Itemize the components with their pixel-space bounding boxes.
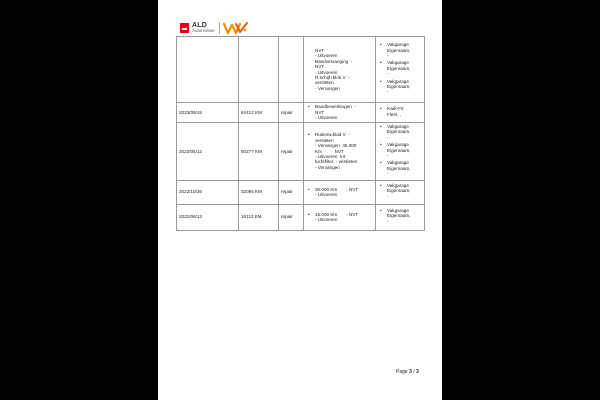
document-page: [158, 0, 442, 400]
garage-line: • Vakgarage: [387, 208, 409, 214]
garage-line: Fleet, ,: [387, 111, 402, 117]
work-cell: [304, 37, 376, 103]
garage-line: • Vakgarage: [387, 183, 409, 189]
garage-line: • Vakgarage: [387, 42, 409, 48]
garage-line: -: [387, 52, 389, 58]
garage-line: • Vakgarage: [387, 124, 409, 129]
work-line: • 30.000 Km - NVT: [315, 186, 359, 192]
work-line: - Uitvoeren: [315, 53, 338, 59]
type-cell: [279, 37, 304, 103]
page-number: [396, 369, 419, 375]
garage-item: [378, 60, 422, 76]
table-row: [177, 37, 425, 103]
work-cell: [304, 180, 376, 204]
ald-logo-mark: [180, 23, 189, 33]
garage-item: [378, 79, 422, 95]
maintenance-history-table: [176, 36, 425, 231]
mileage-cell: 16113 KM: [239, 204, 279, 230]
brand-subtitle: Automotive: [192, 28, 215, 34]
garage-line: -: [387, 89, 389, 95]
work-line: - Uitvoeren: [315, 69, 338, 75]
date-cell: 2023/05/12: [177, 123, 239, 181]
garage-line: Eigenraam,: [387, 165, 411, 171]
work-line: - Vervangen 45.000: [315, 143, 357, 149]
garage-list: [378, 208, 422, 224]
garage-item: [378, 106, 422, 117]
garage-line: • Vakgarage: [387, 60, 409, 66]
garage-cell: [376, 123, 425, 181]
garage-line: • Kwik-Fit: [387, 106, 404, 112]
garage-line: -: [387, 71, 389, 77]
garage-line: • Vakgarage: [387, 142, 409, 148]
garage-line: Eigenraam,: [387, 47, 411, 53]
work-item: [306, 48, 373, 91]
garage-item: [378, 142, 422, 158]
type-cell: repair: [279, 103, 304, 123]
page-label: Page: [396, 369, 408, 375]
work-line: versleten: [315, 137, 334, 143]
work-line: - Vervangen: [315, 164, 340, 170]
logo-divider: [219, 22, 220, 34]
garage-cell: [376, 180, 425, 204]
garage-line: -: [387, 218, 389, 224]
page-total: 3: [416, 369, 419, 375]
garage-line: Eigenraam,: [387, 188, 411, 194]
garage-item: [378, 183, 422, 199]
garage-line: Eigenraam,: [387, 84, 411, 90]
brand-name: ALD: [192, 22, 207, 30]
work-line: - Vervangen: [315, 85, 340, 91]
garage-cell: [376, 37, 425, 103]
garage-line: Eigenraam,: [387, 213, 411, 219]
work-line: - Uitvoeren: [315, 217, 338, 223]
mileage-cell: [239, 37, 279, 103]
garage-line: Eigenraam,: [387, 147, 411, 153]
date-cell: [177, 37, 239, 103]
work-item: [306, 187, 373, 198]
garage-item: [378, 208, 422, 224]
page-current: 3: [409, 369, 412, 375]
leaseplan-logo-icon: [223, 21, 249, 35]
work-item: [306, 132, 373, 170]
garage-line: -: [387, 153, 389, 159]
garage-line: Eigenraam,: [387, 65, 411, 71]
date-cell: 2022/06/13: [177, 204, 239, 230]
type-cell: repair: [279, 180, 304, 204]
work-bullet: [306, 187, 373, 198]
work-line: NVT: [315, 109, 325, 115]
work-bullet: [306, 104, 373, 120]
garage-item: [378, 124, 422, 140]
work-line: • 15.000 Km - NVT: [315, 211, 359, 217]
mileage-cell: 32095 KM: [239, 180, 279, 204]
page-separator: /: [413, 369, 415, 375]
work-line: - Uitvoeren: [315, 115, 338, 121]
garage-item: [378, 42, 422, 58]
garage-line: • Vakgarage: [387, 160, 409, 166]
garage-list: [378, 106, 422, 117]
garage-cell: [376, 103, 425, 123]
work-cell: [304, 204, 376, 230]
date-cell: 2023/09/15: [177, 103, 239, 123]
table-body: [177, 37, 425, 231]
work-line: luchtfilter - versleten: [315, 159, 358, 165]
type-cell: repair: [279, 123, 304, 181]
header-logos: [180, 20, 249, 36]
garage-list: [378, 183, 422, 199]
table-row: [177, 123, 425, 181]
work-line: • Bandbewerkingen -: [315, 104, 356, 110]
work-line: • Ruitenw.blad V -: [315, 132, 350, 138]
work-line: R.schijf+blok.V -: [315, 74, 350, 80]
ald-logo-text: [192, 22, 215, 34]
mileage-cell: 64412 KM: [239, 103, 279, 123]
date-cell: 2022/10/26: [177, 180, 239, 204]
garage-line: • Vakgarage: [387, 78, 409, 84]
garage-line: -: [387, 171, 389, 177]
work-line: Bandvervanging -: [315, 58, 353, 64]
work-line: - Uitvoeren Int: [315, 154, 346, 160]
garage-cell: [376, 204, 425, 230]
work-line: NVT: [315, 64, 325, 70]
work-line: - Uitvoeren: [315, 192, 338, 198]
garage-line: -: [387, 134, 389, 140]
work-bullet: [306, 132, 373, 170]
work-line: Km NVT: [315, 148, 344, 154]
mileage-cell: 50277 KM: [239, 123, 279, 181]
garage-list: [378, 42, 422, 95]
garage-item: [378, 160, 422, 176]
work-bullet: [306, 212, 373, 223]
garage-line: -: [387, 193, 389, 199]
garage-list: [378, 124, 422, 177]
work-line: NVT: [315, 47, 325, 53]
type-cell: repair: [279, 204, 304, 230]
work-item: [306, 104, 373, 120]
work-cell: [304, 123, 376, 181]
work-line: versleten: [315, 80, 334, 86]
table-row: [177, 103, 425, 123]
table-row: [177, 180, 425, 204]
work-item: [306, 212, 373, 223]
table-row: [177, 204, 425, 230]
work-cell: [304, 103, 376, 123]
garage-line: Eigenraam,: [387, 129, 411, 135]
